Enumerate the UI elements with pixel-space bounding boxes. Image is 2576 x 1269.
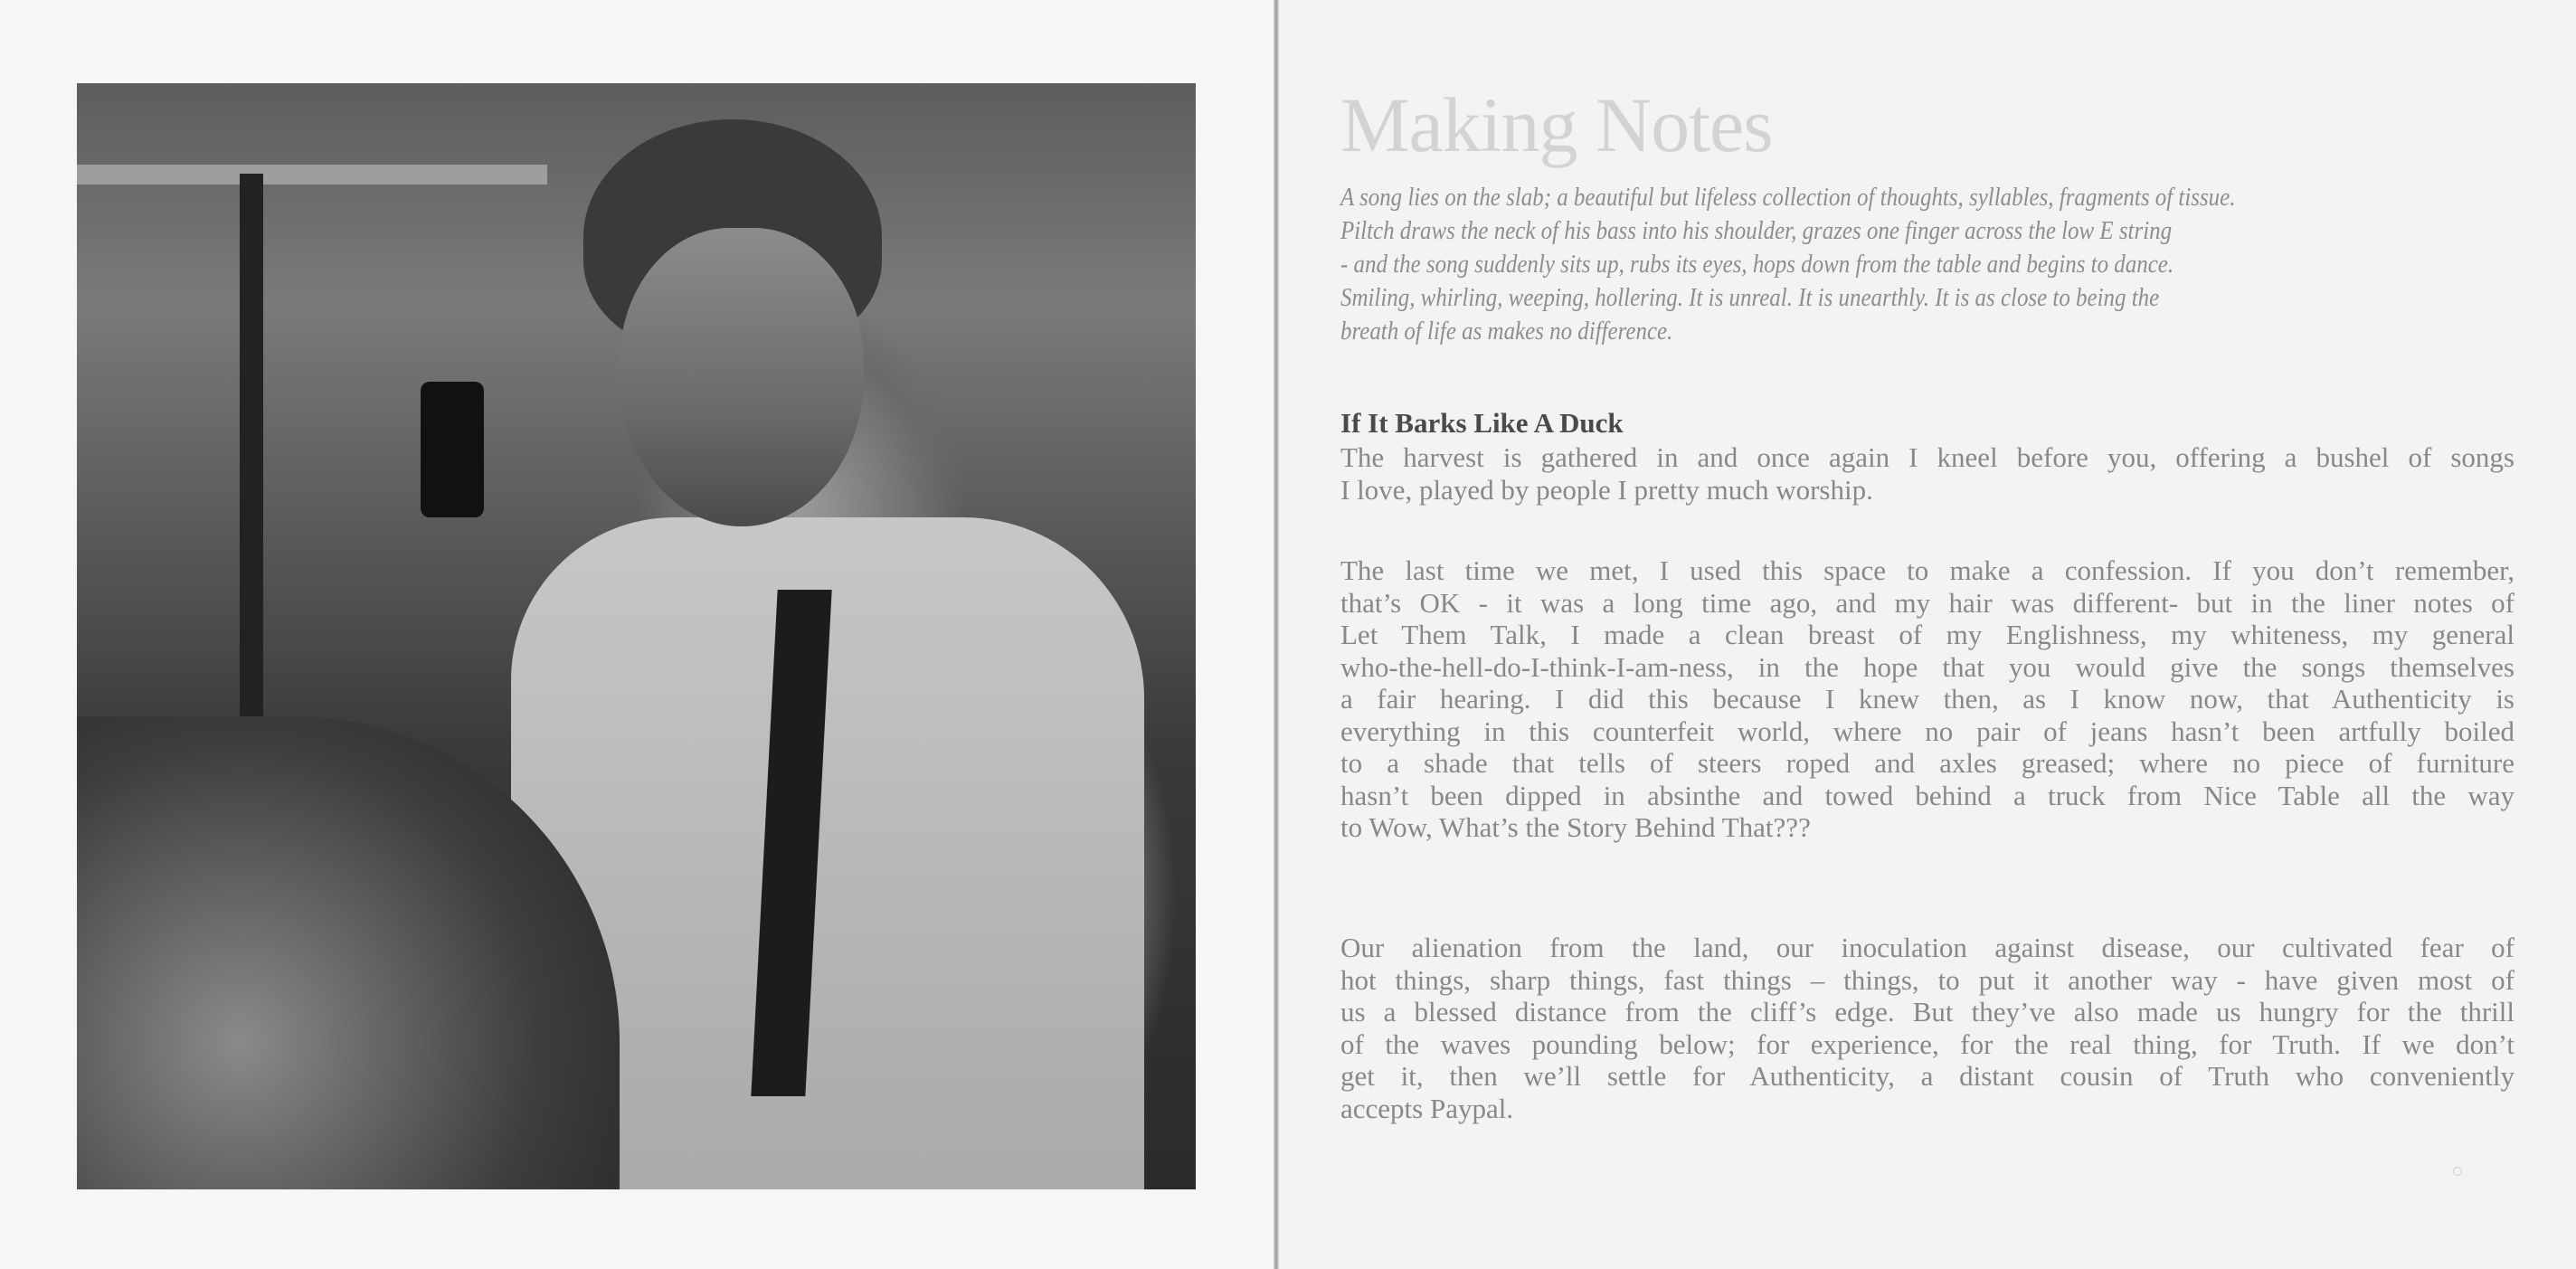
text-line: everything in this counterfeit world, where no pair of jeans hasn’t been artfully boiled: [1340, 715, 2514, 747]
text-line: of the waves pounding below; for experience, for the real thing, for Truth. If we don’t: [1340, 1028, 2514, 1060]
section-heading: If It Barks Like A Duck: [1340, 407, 1624, 439]
text-line: to a shade that tells of steers roped and axles greased; where no piece of furniture: [1340, 747, 2514, 779]
intro-line: breath of life as makes no difference.: [1340, 317, 1673, 346]
microphone: [421, 382, 484, 517]
intro-line: Smiling, whirling, weeping, hollering. It is unreal. It is unearthly. It is as close to being the: [1340, 283, 2160, 312]
registration-mark: [2453, 1167, 2462, 1176]
intro-line: - and the song suddenly sits up, rubs its eyes, hops down from the table and begins to dance.: [1340, 250, 2174, 279]
text-line: The last time we met, I used this space to make a confession. If you don’t remember,: [1340, 554, 2514, 586]
text-line: I love, played by people I pretty much worship.: [1340, 473, 1873, 506]
page-title: Making Notes: [1340, 81, 1773, 168]
left-page: [0, 0, 1275, 1269]
text-line: accepts Paypal.: [1340, 1092, 1514, 1124]
text-line: Our alienation from the land, our inoculation against disease, our cultivated fear of: [1340, 932, 2514, 963]
mic-stand-arm: [77, 165, 547, 185]
paragraph-3: [1340, 932, 2514, 1124]
text-line: Let Them Talk, I made a clean breast of my Englishness, my whiteness, my general: [1340, 619, 2514, 650]
paragraph-1: [1340, 441, 2514, 506]
text-line: a fair hearing. I did this because I knew then, as I know now, that Authenticity is: [1340, 683, 2514, 715]
text-line: who-the-hell-do-I-think-I-am-ness, in the hope that you would give the songs themselves: [1340, 650, 2514, 683]
text-line: hot things, sharp things, fast things – things, to put it another way - have given most of: [1340, 963, 2514, 996]
paragraph-2: [1340, 554, 2514, 844]
intro-line: A song lies on the slab; a beautiful but lifeless collection of thoughts, syllables, fragments of tissue.: [1340, 183, 2236, 212]
text-line: get it, then we’ll settle for Authenticity, a distant cousin of Truth who conveniently: [1340, 1060, 2514, 1092]
studio-photo: [77, 83, 1196, 1189]
text-line: that’s OK - it was a long time ago, and my hair was different- but in the liner notes of: [1340, 586, 2514, 619]
text-line: hasn’t been dipped in absinthe and towed behind a truck from Nice Table all the way: [1340, 779, 2514, 811]
text-line: to Wow, What’s the Story Behind That???: [1340, 811, 1811, 843]
text-line: us a blessed distance from the cliff’s edge. But they’ve also made us hungry for the thrill: [1340, 996, 2514, 1028]
intro-line: Piltch draws the neck of his bass into his shoulder, grazes one finger across the low E string: [1340, 216, 2173, 245]
intro-italic: [1340, 181, 2352, 348]
text-line: The harvest is gathered in and once again I kneel before you, offering a bushel of songs: [1340, 441, 2514, 473]
musician-face: [620, 228, 864, 526]
